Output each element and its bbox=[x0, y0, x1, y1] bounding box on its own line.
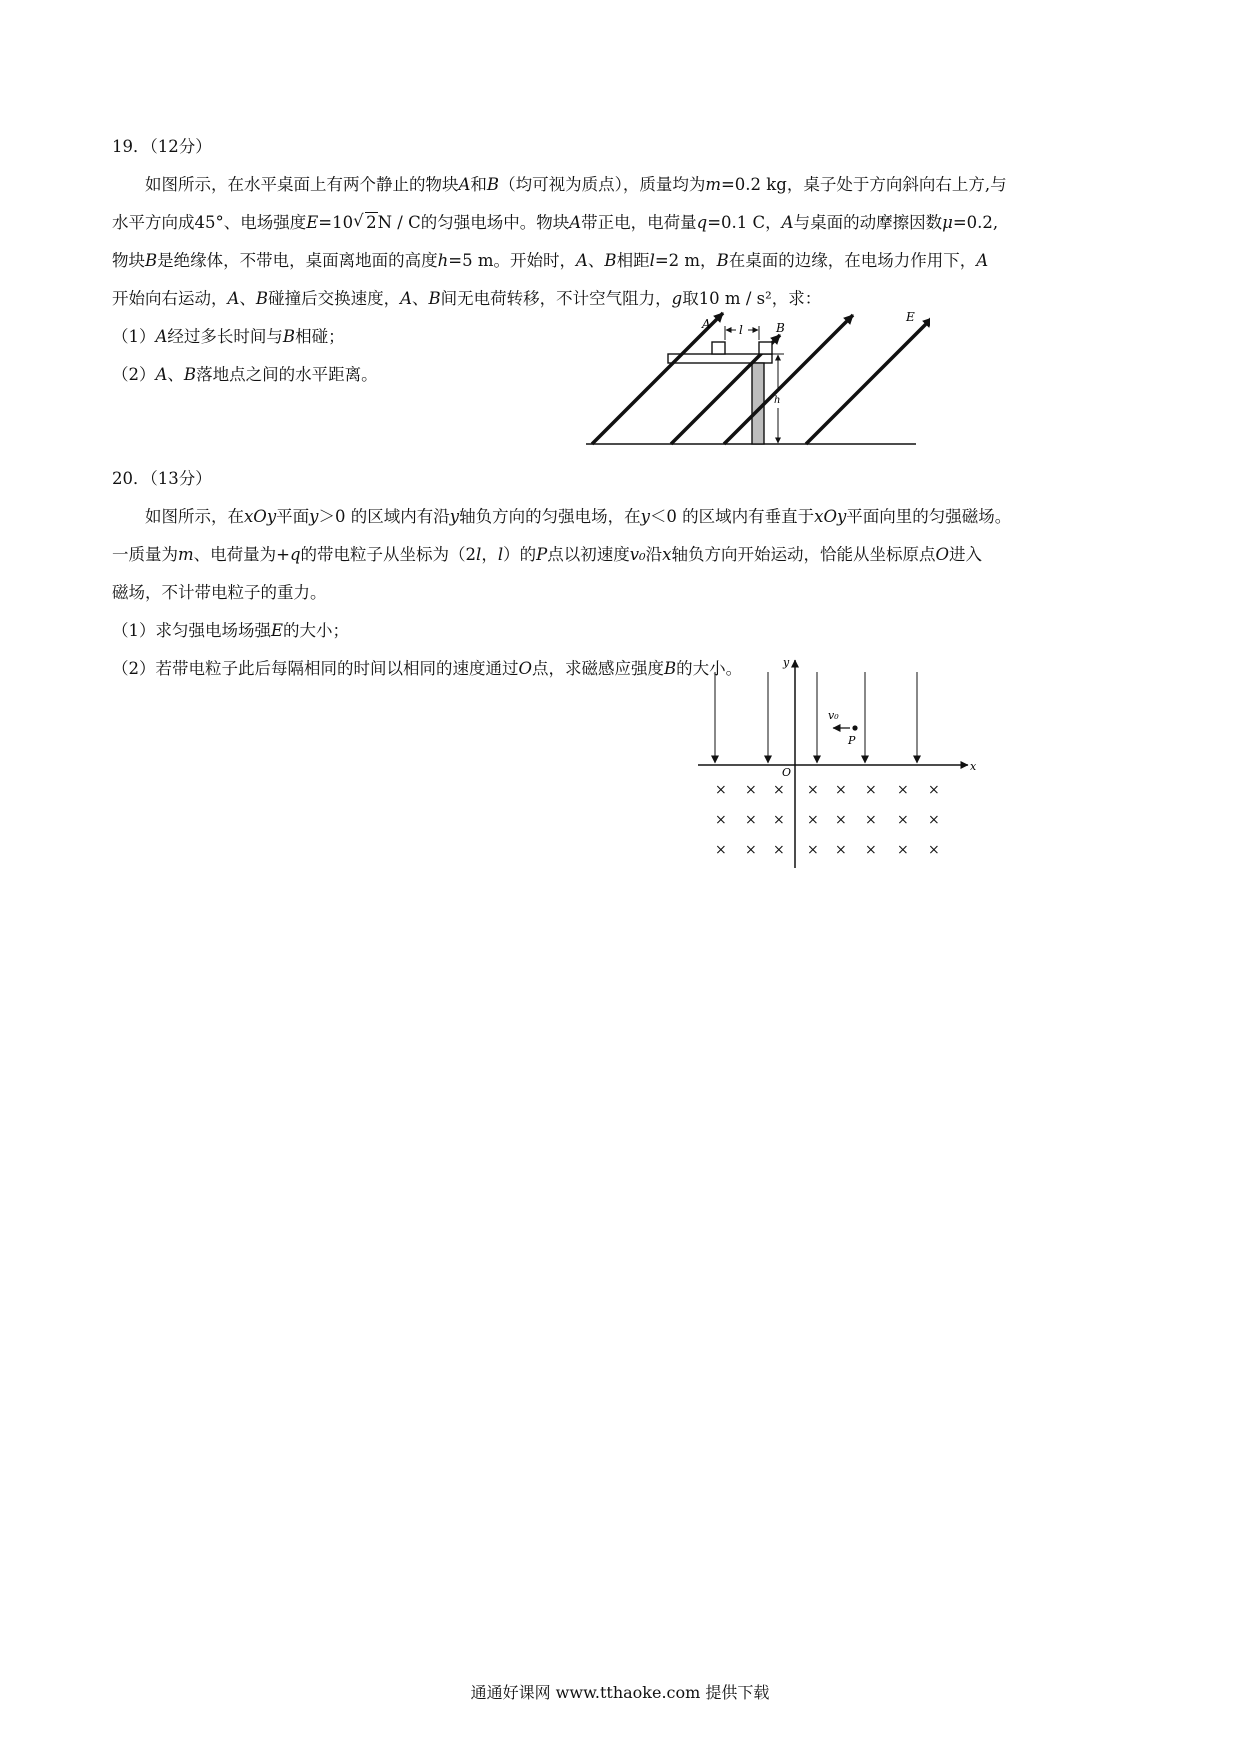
q19-line-3: 物块B是绝缘体，不带电，桌面离地面的高度h=5 m。开始时，A、B相距l=2 m，B在桌面的边缘，在电场力作用下，A bbox=[112, 251, 989, 270]
label-e: E bbox=[906, 310, 915, 324]
field-cross: × bbox=[745, 782, 757, 798]
q20-sub-1: （1）求匀强电场场强E的大小； bbox=[112, 621, 350, 640]
q19-sub-2: （2）A、B落地点之间的水平距离。 bbox=[112, 365, 378, 384]
q20-line-1: 如图所示，在xOy平面y＞0 的区域内有沿y轴负方向的匀强电场，在y＜0 的区域内有垂直于xOy平面向里的匀强磁场。 bbox=[145, 507, 1012, 526]
q20-line-3: 磁场，不计带电粒子的重力。 bbox=[112, 583, 327, 602]
field-cross: × bbox=[807, 812, 819, 828]
q19-sub-1: （1）A经过多长时间与B相碰； bbox=[112, 327, 345, 346]
field-line-1 bbox=[592, 313, 723, 444]
label-a: A bbox=[702, 317, 711, 331]
question-20 bbox=[112, 460, 1140, 688]
q19-figure-svg bbox=[580, 298, 930, 448]
field-cross: × bbox=[715, 812, 727, 828]
block-b bbox=[759, 342, 772, 354]
field-cross: × bbox=[897, 782, 909, 798]
label-v0: v₀ bbox=[828, 709, 839, 722]
label-h: h bbox=[774, 395, 781, 406]
sqrt-two: √ 2 bbox=[353, 211, 377, 232]
label-l: l bbox=[739, 323, 743, 337]
label-o: O bbox=[782, 766, 792, 779]
q20-header: 20．（13分） bbox=[112, 469, 212, 488]
field-cross: × bbox=[773, 782, 785, 798]
field-cross: × bbox=[807, 782, 819, 798]
label-y: y bbox=[783, 656, 790, 669]
field-cross: × bbox=[928, 812, 940, 828]
q20-line-2: 一质量为m、电荷量为+q的带电粒子从坐标为（2l，l）的P点以初速度v₀沿x轴负方向开始运动，恰能从坐标原点O进入 bbox=[112, 545, 982, 564]
field-line-3 bbox=[724, 315, 853, 444]
field-cross: × bbox=[865, 812, 877, 828]
field-cross: × bbox=[745, 812, 757, 828]
q20-figure-svg bbox=[690, 656, 980, 871]
field-cross: × bbox=[835, 782, 847, 798]
field-cross: × bbox=[928, 842, 940, 858]
magnetic-field bbox=[715, 782, 940, 858]
point-p bbox=[852, 725, 857, 730]
field-cross: × bbox=[715, 782, 727, 798]
field-cross: × bbox=[835, 842, 847, 858]
field-cross: × bbox=[773, 812, 785, 828]
field-cross: × bbox=[897, 812, 909, 828]
field-cross: × bbox=[773, 842, 785, 858]
q19-line-4: 开始向右运动，A、B碰撞后交换速度，A、B间无电荷转移，不计空气阻力，g取10 m / s²，求： bbox=[112, 289, 822, 308]
label-b: B bbox=[776, 321, 785, 335]
field-cross: × bbox=[865, 782, 877, 798]
q19-line-1: 如图所示，在水平桌面上有两个静止的物块A和B（均可视为质点），质量均为m=0.2 kg，桌子处于方向斜向右上方,与 bbox=[145, 175, 1007, 194]
label-p: P bbox=[848, 734, 856, 747]
label-x: x bbox=[970, 760, 977, 773]
q20-figure bbox=[690, 656, 980, 871]
field-cross: × bbox=[897, 842, 909, 858]
q20-sub-2: （2）若带电粒子此后每隔相同的时间以相同的速度通过O点，求磁感应强度B的大小。 bbox=[112, 659, 743, 678]
footer: 通通好课网 www.tthaoke.com 提供下载 bbox=[470, 1683, 770, 1702]
field-cross: × bbox=[865, 842, 877, 858]
field-cross: × bbox=[835, 812, 847, 828]
field-cross: × bbox=[928, 782, 940, 798]
field-cross: × bbox=[745, 842, 757, 858]
field-line-4 bbox=[806, 318, 930, 444]
block-a bbox=[712, 342, 725, 354]
q19-header: 19．（12分） bbox=[112, 137, 212, 156]
field-cross: × bbox=[807, 842, 819, 858]
q19-line-2: 水平方向成45°、电场强度E=10 √ 2N / C的匀强电场中。物块A带正电，电荷量q=0.1 C，A与桌面的动摩擦因数μ=0.2, bbox=[112, 204, 1140, 242]
q19-figure bbox=[580, 298, 930, 448]
field-cross: × bbox=[715, 842, 727, 858]
